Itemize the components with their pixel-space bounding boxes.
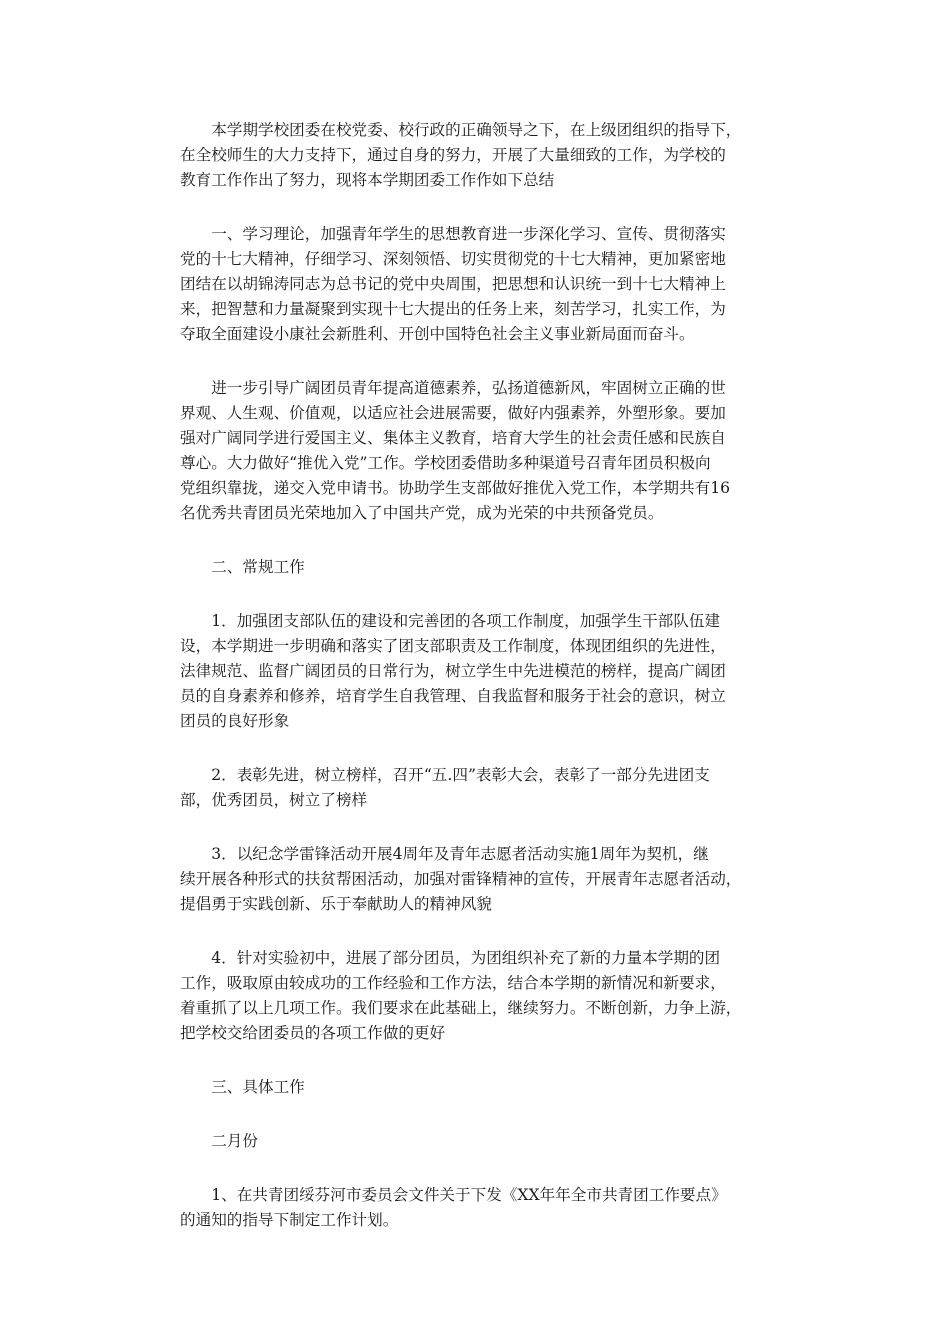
item-1-paragraph: 1．加强团支部队伍的建设和完善团的各项工作制度，加强学生干部队伍建 设，本学期进一步明确和落实了团支部职责及工作制度，体现团组织的先进性， 法律规范、监督广阔团员的日常行为，树立学生中先进模范的榜样，提高广阔团 员的自身素养和修养，培育学生自我管理、自我监督和服务于社会的意识，树立 团员的良好形象 <box>180 612 726 730</box>
item-3-paragraph: 3．以纪念学雷锋活动开展4周年及青年志愿者活动实施1周年为契机，继 续开展各种形式的扶贫帮困活动，加强对雷锋精神的宣传，开展青年志愿者活动， 提倡勇于实践创新、乐于奉献助人的精神风貌 <box>180 845 742 913</box>
item-2-paragraph: 2．表彰先进，树立榜样，召开“五.四”表彰大会，表彰了一部分先进团支 部，优秀团员，树立了榜样 <box>180 766 710 809</box>
section-two-heading: 二、常规工作 <box>211 558 305 576</box>
february-item-1-paragraph: 1、在共青团绥芬河市委员会文件关于下发《XX年年全市共青团工作要点》 的通知的指导下制定工作计划。 <box>180 1186 727 1229</box>
document-page <box>180 118 774 1262</box>
intro-paragraph: 本学期学校团委在校党委、校行政的正确领导之下，在上级团组织的指导下， 在全校师生的大力支持下，通过自身的努力，开展了大量细致的工作，为学校的 教育工作作出了努力，现将本学期团委工作作如下总结 <box>180 121 742 189</box>
section-one-paragraph: 一、学习理论，加强青年学生的思想教育进一步深化学习、宣传、贯彻落实 党的十七大精神，仔细学习、深刻领悟、切实贯彻党的十七大精神，更加紧密地 团结在以胡锦涛同志为总书记的党中央周围，把思想和认识统一到十七大精神上 来，把智慧和力量凝聚到实现十七大提出的任务上来，刻苦学习，扎实工作，为 夺取全面建设小康社会新胜利、开创中国特色社会主义事业新局面而奋斗。 <box>180 225 726 343</box>
february-heading: 二月份 <box>211 1132 258 1150</box>
moral-education-paragraph: 进一步引导广阔团员青年提高道德素养，弘扬道德新风，牢固树立正确的世 界观、人生观、价值观，以适应社会进展需要，做好内强素养，外塑形象。要加 强对广阔同学进行爱国主义、集体主义教育，培育大学生的社会责任感和民族自 尊心。大力做好“推优入党”工作。学校团委借助多种渠道号召青年团员积极向 党组织靠拢，递交入党申请书。协助学生支部做好推优入党工作，本学期共有16 名优秀共青团员光荣地加入了中国共产党，成为光荣的中共预备党员。 <box>180 379 731 522</box>
item-4-paragraph: 4．针对实验初中，进展了部分团员，为团组织补充了新的力量本学期的团 工作，吸取原由较成功的工作经验和工作方法，结合本学期的新情况和新要求， 着重抓了以上几项工作。我们要求在此基础上，继续努力。不断创新，力争上游， 把学校交给团委员的各项工作做的更好 <box>180 949 742 1042</box>
section-three-heading: 三、具体工作 <box>211 1078 305 1096</box>
